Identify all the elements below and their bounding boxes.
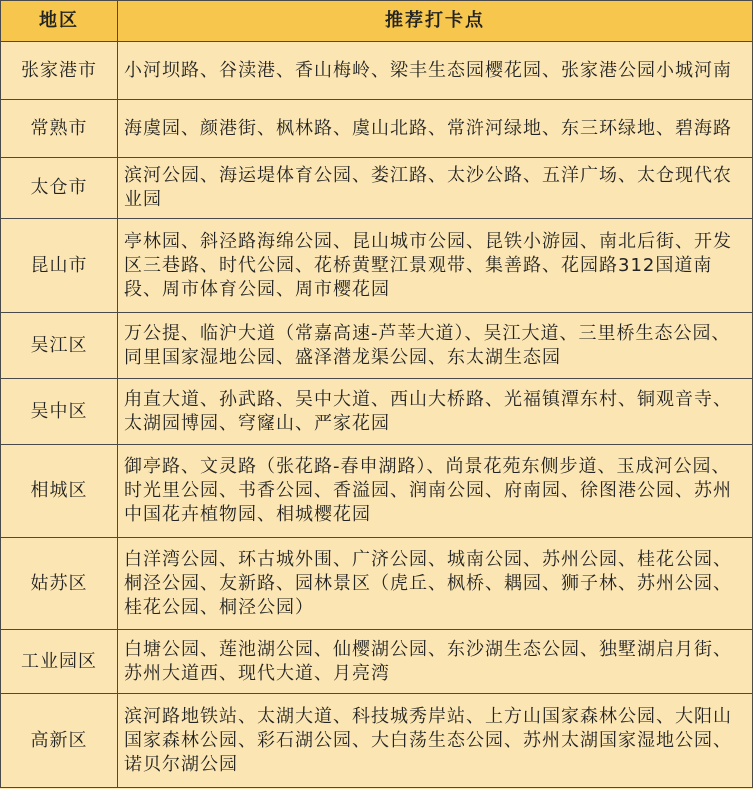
table-row: [1, 100, 753, 158]
table-row: [1, 538, 753, 630]
region-cell: 吴中区: [1, 379, 118, 445]
spots-cell: 白洋湾公园、环古城外围、广济公园、城南公园、苏州公园、桂花公园、桐泾公园、友新路、园林景区（虎丘、枫桥、耦园、狮子林、苏州公园、桂花公园、桐泾公园）: [118, 538, 753, 630]
region-cell: 工业园区: [1, 630, 118, 694]
region-cell: 常熟市: [1, 100, 118, 158]
table-row: [1, 42, 753, 100]
region-cell: 吴江区: [1, 313, 118, 379]
region-cell: 太仓市: [1, 158, 118, 219]
header-spots: 推荐打卡点: [118, 1, 753, 42]
spots-cell: 白塘公园、莲池湖公园、仙樱湖公园、东沙湖生态公园、独墅湖启月街、苏州大道西、现代大道、月亮湾: [118, 630, 753, 694]
table-row: [1, 379, 753, 445]
table-row: [1, 445, 753, 538]
spots-cell: 滨河公园、海运堤体育公园、娄江路、太沙公路、五洋广场、太仓现代农业园: [118, 158, 753, 219]
region-cell: 高新区: [1, 694, 118, 788]
spots-cell: 万公提、临沪大道（常嘉高速-芦莘大道）、吴江大道、三里桥生态公园、同里国家湿地公园、盛泽潜龙渠公园、东太湖生态园: [118, 313, 753, 379]
region-cell: 张家港市: [1, 42, 118, 100]
region-cell: 相城区: [1, 445, 118, 538]
spots-cell: 甪直大道、孙武路、吴中大道、西山大桥路、光福镇潭东村、铜观音寺、太湖园博园、穹窿山、严家花园: [118, 379, 753, 445]
table-row: [1, 313, 753, 379]
region-cell: 昆山市: [1, 219, 118, 313]
table-row: [1, 694, 753, 788]
region-cell: 姑苏区: [1, 538, 118, 630]
spots-cell: 小河坝路、谷渎港、香山梅岭、梁丰生态园樱花园、张家港公园小城河南: [118, 42, 753, 100]
spots-cell: 亭林园、斜泾路海绵公园、昆山城市公园、昆铁小游园、南北后街、开发区三巷路、时代公园、花桥黄墅江景观带、集善路、花园路312国道南段、周市体育公园、周市樱花园: [118, 219, 753, 313]
header-region: 地区: [1, 1, 118, 42]
spots-cell: 滨河路地铁站、太湖大道、科技城秀岸站、上方山国家森林公园、大阳山国家森林公园、彩石湖公园、大白荡生态公园、苏州太湖国家湿地公园、诺贝尔湖公园: [118, 694, 753, 788]
table-header-row: [1, 1, 753, 42]
table-row: [1, 630, 753, 694]
spots-cell: 御亭路、文灵路（张花路-春申湖路）、尚景花苑东侧步道、玉成河公园、时光里公园、书香公园、香溢园、润南公园、府南园、徐图港公园、苏州中国花卉植物园、相城樱花园: [118, 445, 753, 538]
spots-cell: 海虞园、颜港街、枫林路、虞山北路、常浒河绿地、东三环绿地、碧海路: [118, 100, 753, 158]
table-row: [1, 158, 753, 219]
table-row: [1, 219, 753, 313]
